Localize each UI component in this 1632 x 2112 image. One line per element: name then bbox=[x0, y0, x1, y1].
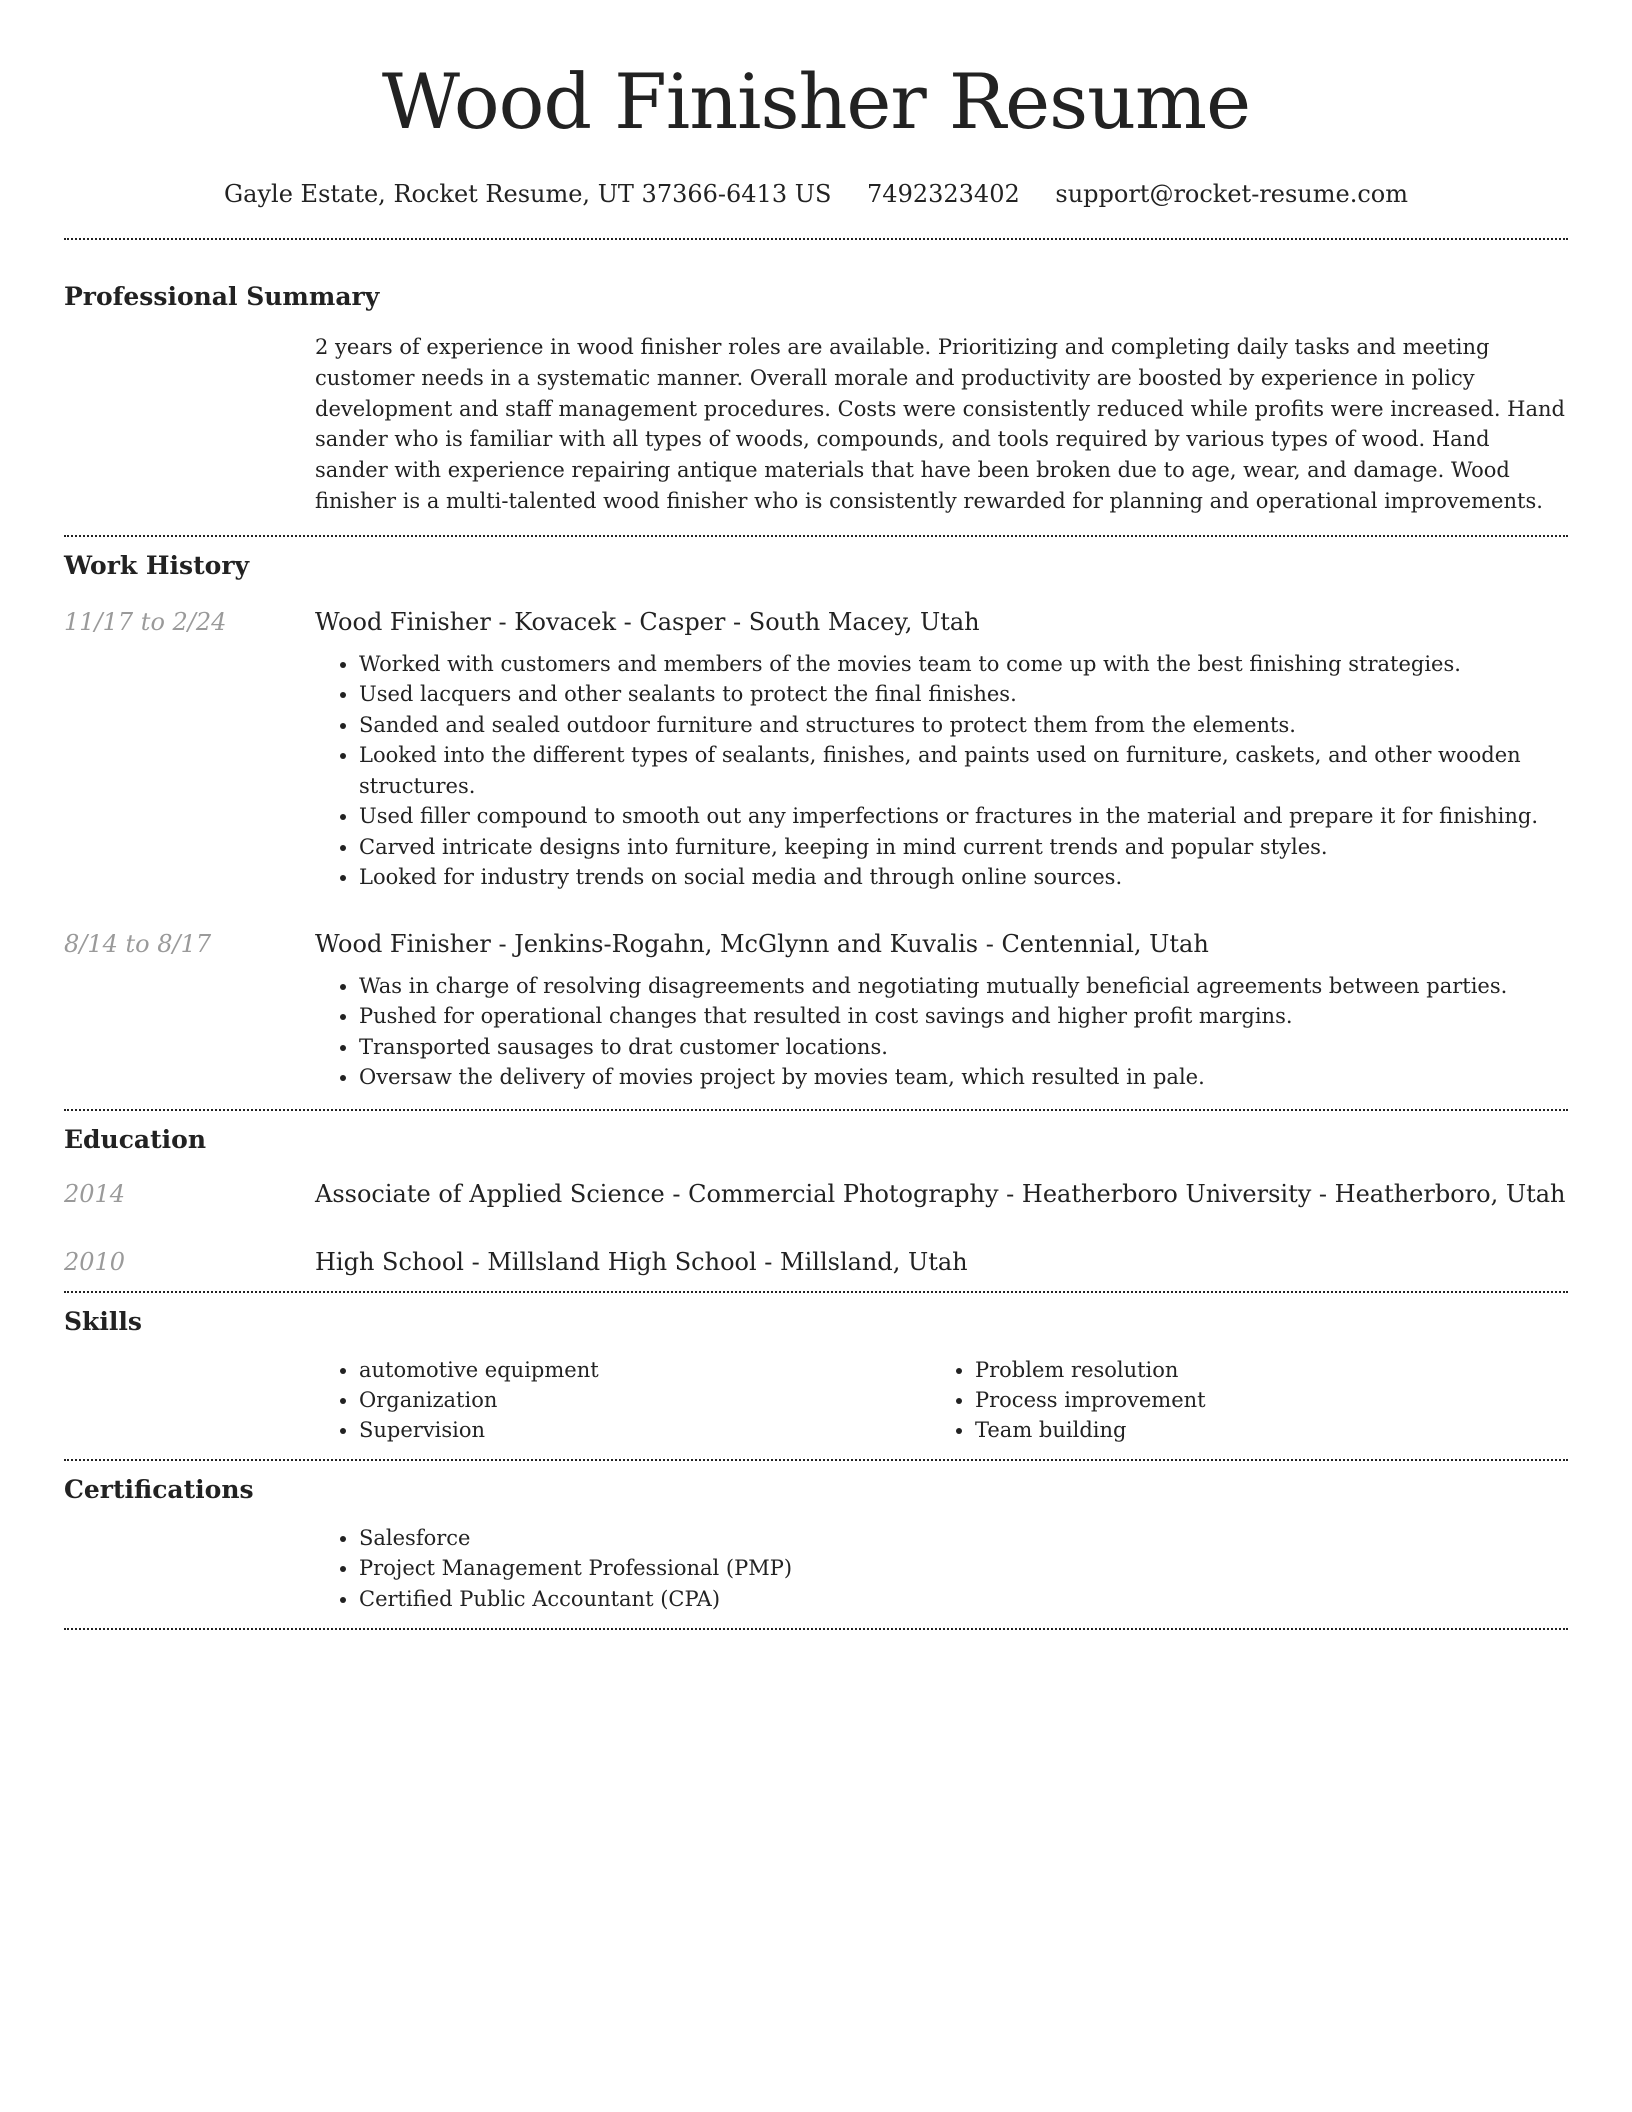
certifications-section bbox=[64, 1473, 1568, 1629]
skill-item: • Organization bbox=[359, 1385, 931, 1415]
work-history-heading: Work History bbox=[64, 550, 250, 580]
job-duty: • Looked for industry trends on social media and through online sources. bbox=[359, 862, 1568, 893]
job-title: Wood Finisher - Kovacek - Casper - South Macey, Utah bbox=[315, 607, 980, 636]
job-duties bbox=[315, 971, 1568, 1109]
divider bbox=[64, 238, 1568, 240]
skills-heading: Skills bbox=[64, 1306, 142, 1336]
certification-item: • Salesforce bbox=[359, 1523, 1568, 1554]
contact-phone: 7492323402 bbox=[867, 180, 1020, 208]
education-heading: Education bbox=[64, 1124, 207, 1154]
contact-email: support@rocket-resume.com bbox=[1055, 180, 1408, 208]
summary-text: 2 years of experience in wood finisher roles are available. Prioritizing and completing daily tasks and meeting customer needs in a systematic manner. Overall morale and productivity are boosted by experience in policy development and staff management procedures. Costs were consistently reduced while profits were increased. Hand sander who is familiar with all types of woods, compounds, and tools required by various types of wood. Hand sander with experience repairing antique materials that have been broken due to age, wear, and damage. Wood finisher is a multi-talented wood finisher who is consistently rewarded for planning and operational improvements. bbox=[315, 335, 1565, 513]
job-duties bbox=[315, 649, 1568, 893]
job-duty: • Pushed for operational changes that resulted in cost savings and higher profit margins. bbox=[359, 1001, 1568, 1032]
job-dates: 8/14 to 8/17 bbox=[64, 929, 212, 958]
education-school: - Heatherboro University - Heatherboro, Utah bbox=[998, 1179, 1566, 1208]
job-duty: • Sanded and sealed outdoor furniture and structures to protect them from the elements. bbox=[359, 710, 1568, 741]
education-year: 2010 bbox=[64, 1247, 126, 1276]
skill-item: • Team building bbox=[975, 1415, 1547, 1445]
certifications-list bbox=[315, 1523, 1568, 1615]
education-degree: Associate of Applied Science - Commercial Photography bbox=[315, 1179, 999, 1208]
divider bbox=[64, 1291, 1568, 1293]
job-duty: • Was in charge of resolving disagreements and negotiating mutually beneficial agreements between parties. bbox=[359, 971, 1568, 1002]
contact-line bbox=[64, 176, 1568, 212]
skills-section bbox=[64, 1305, 1568, 1459]
summary-heading: Professional Summary bbox=[64, 282, 380, 311]
divider bbox=[64, 1109, 1568, 1111]
job-duty: • Used lacquers and other sealants to protect the final finishes. bbox=[359, 679, 1568, 710]
skills-list bbox=[315, 1355, 931, 1445]
job-duty: • Used filler compound to smooth out any imperfections or fractures in the material and prepare it for finishing. bbox=[359, 801, 1568, 832]
certification-item: • Project Management Professional (PMP) bbox=[359, 1553, 1568, 1584]
job-entry bbox=[64, 927, 1568, 1109]
job-duty: • Worked with customers and members of the movies team to come up with the best finishing strategies. bbox=[359, 649, 1568, 680]
education-school: - Millsland High School - Millsland, Utah bbox=[463, 1247, 968, 1276]
job-dates: 11/17 to 2/24 bbox=[64, 607, 227, 636]
education-entry bbox=[64, 1245, 1568, 1291]
education-section bbox=[64, 1123, 1568, 1291]
work-history-section bbox=[64, 549, 1568, 1109]
summary-section bbox=[64, 280, 1568, 535]
divider bbox=[64, 535, 1568, 537]
skill-item: • automotive equipment bbox=[359, 1355, 931, 1385]
job-entry bbox=[64, 605, 1568, 893]
skill-item: • Supervision bbox=[359, 1415, 931, 1445]
skills-list bbox=[931, 1355, 1547, 1445]
divider bbox=[64, 1628, 1568, 1630]
job-duty: • Looked into the different types of sealants, finishes, and paints used on furniture, caskets, and other wooden structures. bbox=[359, 740, 1568, 801]
skill-item: • Process improvement bbox=[975, 1385, 1547, 1415]
skill-item: • Problem resolution bbox=[975, 1355, 1547, 1385]
job-duty: • Oversaw the delivery of movies project by movies team, which resulted in pale. bbox=[359, 1062, 1568, 1093]
job-duty: • Carved intricate designs into furniture, keeping in mind current trends and popular styles. bbox=[359, 832, 1568, 863]
job-duty: • Transported sausages to drat customer locations. bbox=[359, 1032, 1568, 1063]
resume-title: Wood Finisher Resume bbox=[381, 57, 1251, 146]
contact-address: Gayle Estate, Rocket Resume, UT 37366-6413 US bbox=[224, 180, 832, 208]
education-degree: High School bbox=[315, 1247, 464, 1276]
certification-item: • Certified Public Accountant (CPA) bbox=[359, 1584, 1568, 1615]
education-year: 2014 bbox=[64, 1179, 126, 1208]
divider bbox=[64, 1459, 1568, 1461]
job-title: Wood Finisher - Jenkins-Rogahn, McGlynn and Kuvalis - Centennial, Utah bbox=[315, 929, 1209, 958]
certifications-heading: Certifications bbox=[64, 1474, 254, 1504]
education-entry bbox=[64, 1177, 1568, 1211]
